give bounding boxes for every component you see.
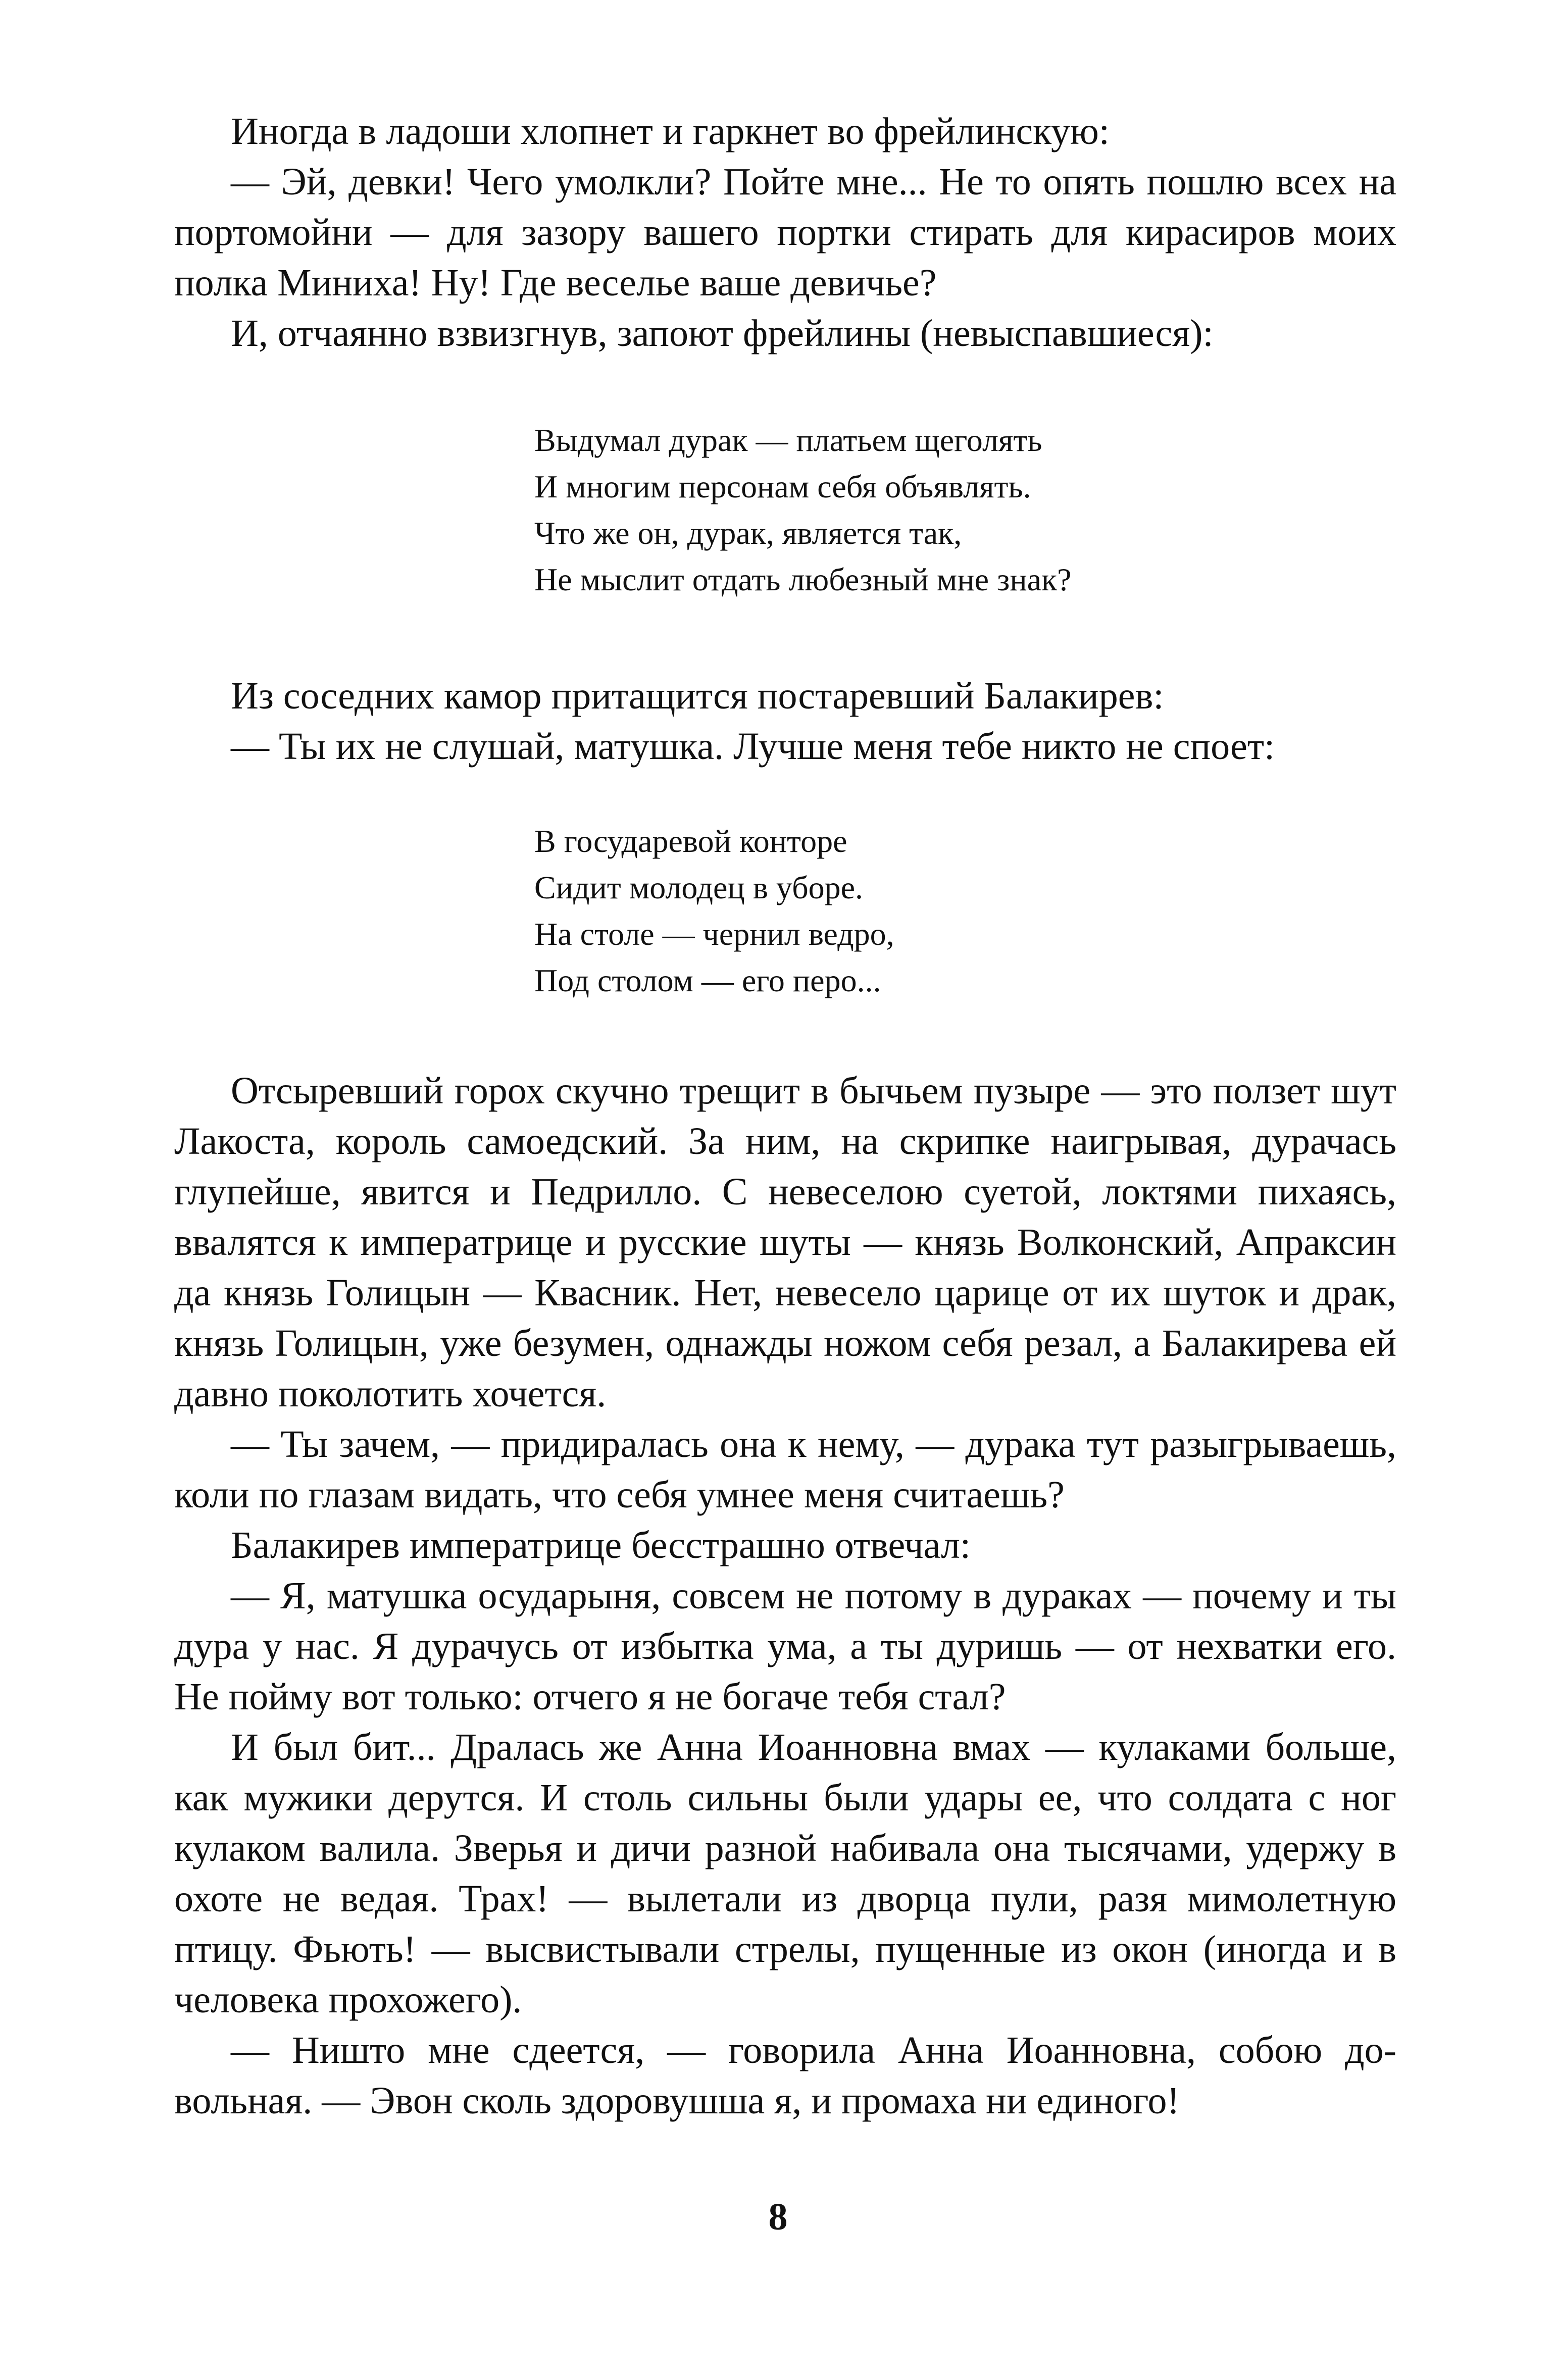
verse-line: Что же он, дурак, является так, (534, 515, 962, 551)
paragraph: Из соседних камор притащится постаревший Балакирев: (231, 675, 1164, 717)
text-block-2 (174, 671, 1396, 772)
paragraph: — Я, матушка осударыня, совсем не потому в дураках — почему и ты дура у нас. Я дурачусь от избытка ума, а ты дуришь — от нехватки его. Не пойму вот только: отчего я не богаче тебя стал? (174, 1575, 1396, 1718)
verse-line: Под столом — его перо... (534, 963, 881, 998)
verse-line: Выдумал дурак — платьем щеголять (534, 422, 1042, 458)
paragraph: Балакирев императрице бесстрашно отвечал: (231, 1524, 971, 1566)
verse-line: Не мыслит отдать любезный мне знак? (534, 562, 1072, 597)
paragraph: Иногда в ладоши хлопнет и гаркнет во фрейлинскую: (231, 110, 1110, 153)
verse-line: Сидит молодец в уборе. (534, 870, 864, 905)
paragraph: — Эй, девки! Чего умолкли? Пойте мне... Не то опять пошлю всех на портомойни — для зазору вашего портки стирать для кирасиров моих полка Миниха! Ну! Где веселье ваше девичье? (174, 161, 1396, 304)
paragraph: И был бит... Дралась же Анна Иоанновна вмах — кулаками больше, как мужики дерутся. И столь сильны были удары ее, что солдата с ног кулаком валила. Зверья и дичи разной набивала она тысячами, удержу в охоте не ведая. Трах! — вылетали из дворца пули, разя мимолетную птицу. Фьють! — высвистывали стрелы, пущенные из окон (иногда и в человека прохожего). (174, 1726, 1396, 2021)
text-block-1 (174, 106, 1396, 359)
paragraph: — Ты зачем, — придиралась она к нему, — дурака тут разыгрываешь, коли по глазам видать, что себя умнее меня считаешь? (174, 1423, 1396, 1516)
paragraph: — Ништо мне сдеется, — говорила Анна Иоанновна, собою довольная. — Эвон сколь здоровушша я, и промаха ни единого! (174, 2029, 1396, 2122)
text-block-3 (174, 1066, 1396, 2126)
paragraph: Отсыревший горох скучно трещит в бычьем пузыре — это ползет шут Лакоста, король самоедский. За ним, на скрипке наигрывая, дурачась глупейше, явится и Педрилло. С невеселою суетой, локтями пихаясь, ввалятся к императрице и русские шуты — князь Волконский, Апраксин да князь Голицын — Квасник. Нет, невесело царице от их шуток и драк, князь Голицын, уже безумен, однажды ножом себя резал, а Балакирева ей давно поколотить хочется. (174, 1070, 1396, 1415)
verse-line: В государевой конторе (534, 823, 847, 859)
page-number: 8 (768, 2196, 788, 2238)
verse-2 (534, 818, 1393, 1004)
paragraph: — Ты их не слушай, матушка. Лучше меня тебе никто не споет: (231, 725, 1275, 768)
verse-line: И многим персонам себя объявлять. (534, 469, 1031, 504)
verse-line: На столе — чернил ведро, (534, 916, 894, 952)
paragraph: И, отчаянно взвизгнув, запоют фрейлины (невыспавшиеся): (231, 312, 1214, 355)
verse-1 (534, 417, 1393, 603)
